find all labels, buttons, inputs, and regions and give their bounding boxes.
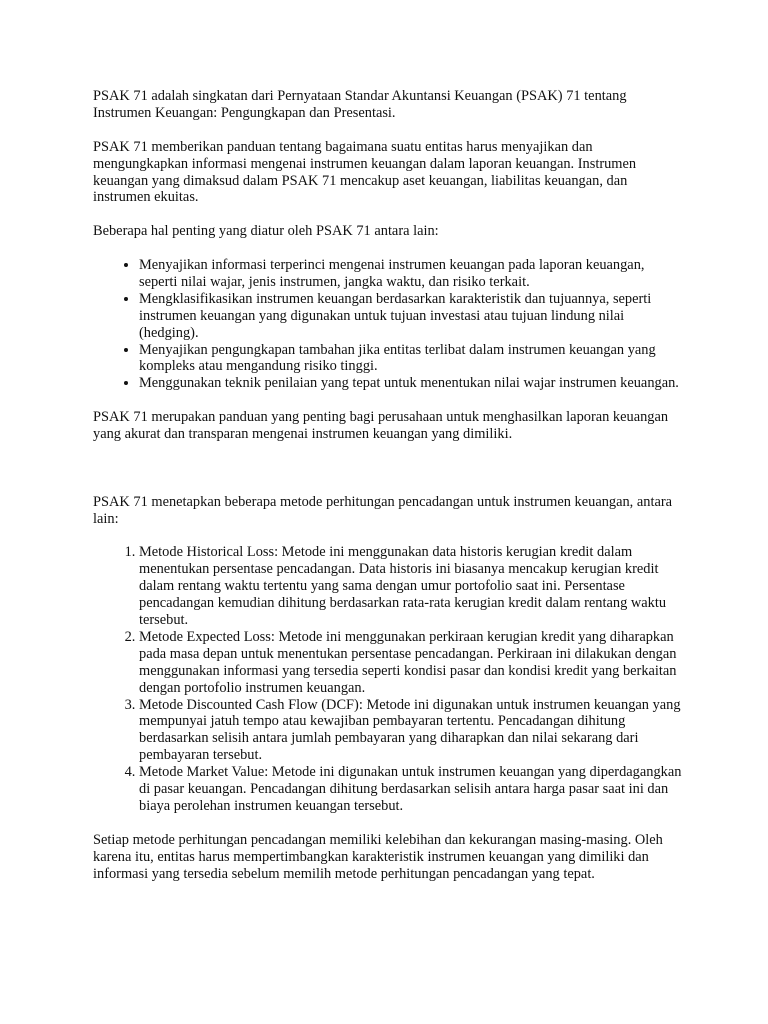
method-item: 2. Metode Expected Loss: Metode ini menggunakan perkiraan kerugian kredit yang diharapkan pada masa depan untuk menentukan persentase pencadangan. Perkiraan ini dilakukan dengan menggunakan informasi yang tersedia seperti kondisi pasar dan kondisi kredit yang berkaitan dengan portofolio instrumen keuangan. <box>139 629 683 697</box>
document-page <box>93 88 683 899</box>
bullet-list <box>93 257 683 392</box>
intro-paragraph-2: PSAK 71 memberikan panduan tentang bagaimana suatu entitas harus menyajikan dan mengungkapkan informasi mengenai instrumen keuangan dalam laporan keuangan. Instrumen keuangan yang dimaksud dalam PSAK 71 mencakup aset keuangan, liabilitas keuangan, dan instrumen ekuitas. <box>93 138 637 206</box>
conclusion-paragraph: Setiap metode perhitungan pencadangan memiliki kelebihan dan kekurangan masing-masing. Oleh karena itu, entitas harus mempertimbangkan karakteristik instrumen keuangan yang dimiliki dan informasi yang tersedia sebelum memilih metode perhitungan pencadangan yang tepat. <box>93 831 663 882</box>
spacer <box>93 460 683 494</box>
intro-paragraph-3: Beberapa hal penting yang diatur oleh PSAK 71 antara lain: <box>93 223 439 240</box>
bullet-item: • Menggunakan teknik penilaian yang tepat untuk menentukan nilai wajar instrumen keuangan. <box>139 375 683 392</box>
methods-list <box>93 544 683 815</box>
method-item: 3. Metode Discounted Cash Flow (DCF): Metode ini digunakan untuk instrumen keuangan yang mempunyai jatuh tempo atau kewajiban pembayaran tertentu. Pencadangan dihitung berdasarkan selisih antara jumlah pembayaran yang diharapkan dan nilai sekarang dari pembayaran tersebut. <box>139 697 683 765</box>
bullet-item: • Menyajikan informasi terperinci mengenai instrumen keuangan pada laporan keuangan, seperti nilai wajar, jenis instrumen, jangka waktu, dan risiko terkait. <box>139 257 683 291</box>
intro-paragraph-1: PSAK 71 adalah singkatan dari Pernyataan Standar Akuntansi Keuangan (PSAK) 71 tentang Instrumen Keuangan: Pengungkapan dan Presentasi. <box>93 88 627 121</box>
intro-paragraph-4: PSAK 71 merupakan panduan yang penting bagi perusahaan untuk menghasilkan laporan keuangan yang akurat dan transparan mengenai instrumen keuangan yang dimiliki. <box>93 409 669 443</box>
methods-intro-paragraph: PSAK 71 menetapkan beberapa metode perhitungan pencadangan untuk instrumen keuangan, antara lain: <box>93 493 673 527</box>
bullet-item: • Menyajikan pengungkapan tambahan jika entitas terlibat dalam instrumen keuangan yang kompleks atau mengandung risiko tinggi. <box>139 342 683 376</box>
method-item: 4. Metode Market Value: Metode ini digunakan untuk instrumen keuangan yang diperdagangkan di pasar keuangan. Pencadangan dihitung berdasarkan selisih antara harga pasar saat ini dan biaya perolehan instrumen keuangan tersebut. <box>139 764 683 815</box>
method-item: 1. Metode Historical Loss: Metode ini menggunakan data historis kerugian kredit dalam menentukan persentase pencadangan. Data historis ini biasanya mencakup kerugian kredit dalam rentang waktu tertentu yang sama dengan umur portofolio saat ini. Persentase pencadangan kemudian dihitung berdasarkan rata-rata kerugian kredit dalam rentang waktu tersebut. <box>139 544 683 629</box>
bullet-item: • Mengklasifikasikan instrumen keuangan berdasarkan karakteristik dan tujuannya, seperti instrumen keuangan yang digunakan untuk tujuan investasi atau tujuan lindung nilai (hedging). <box>139 291 683 342</box>
